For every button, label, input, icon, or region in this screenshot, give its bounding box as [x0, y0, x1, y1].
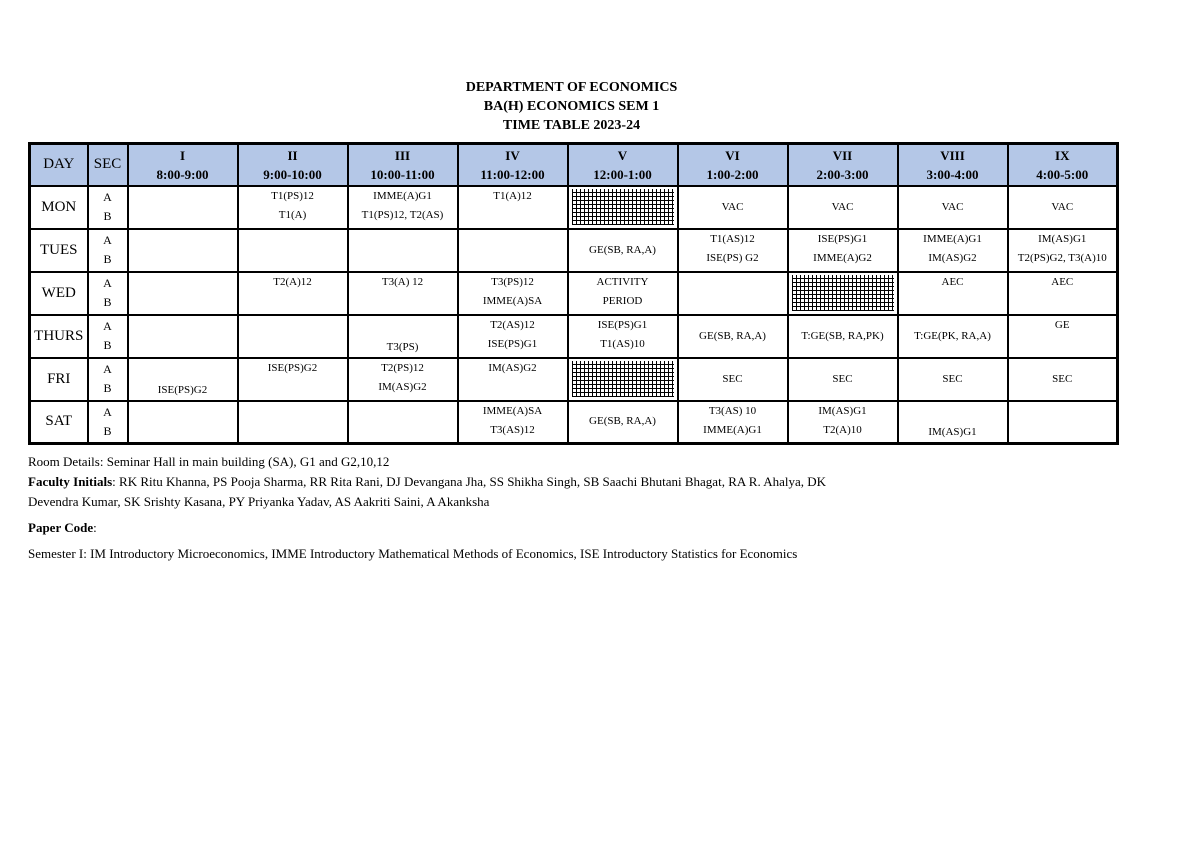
class-slot [1008, 358, 1118, 401]
class-slot [788, 401, 898, 444]
class-entry: IM(AS)G2 [378, 380, 427, 393]
hatched-pattern [792, 275, 894, 311]
class-slot [568, 272, 678, 315]
faculty-label: Faculty Initials [28, 474, 113, 489]
class-slot [1008, 186, 1118, 229]
class-entry: GE(SB, RA,A) [589, 243, 656, 256]
class-slot [898, 229, 1008, 272]
section-a: A [103, 276, 112, 290]
class-entry: PERIOD [602, 294, 643, 307]
class-entry: SEC [722, 372, 743, 385]
period-time: 11:00-12:00 [480, 166, 545, 182]
class-slot [128, 315, 238, 358]
department-title: DEPARTMENT OF ECONOMICS [465, 80, 678, 95]
class-entry: T2(PS)G2, T3(A)10 [1017, 251, 1107, 264]
section-b: B [103, 338, 112, 352]
faculty-list: : RK Ritu Khanna, PS Pooja Sharma, RR Rita Rani, DJ Devangana Jha, SS Shikha Singh, SB Saachi Bhutani Bhagat, RA R. Ahalya, DK [112, 474, 827, 489]
period-number: I [179, 147, 186, 163]
blocked-slot [568, 186, 678, 229]
timetable-title: TIME TABLE 2023-24 [502, 118, 641, 133]
class-entry: SEC [1052, 372, 1073, 385]
class-slot [678, 401, 788, 444]
day-row [30, 401, 1118, 444]
day-row [30, 315, 1118, 358]
class-entry: T:GE(PK, RA,A) [914, 329, 991, 342]
class-entry: ISE(PS)G2 [157, 383, 208, 396]
section-cell [88, 229, 128, 272]
class-entry: IM(AS)G1 [818, 404, 867, 417]
hatched-pattern [572, 361, 674, 397]
class-slot [348, 229, 458, 272]
hatched-pattern [572, 189, 674, 225]
period-header [128, 144, 238, 186]
class-entry: IM(AS)G1 [928, 426, 977, 438]
class-slot [1008, 401, 1118, 444]
period-time: 9:00-10:00 [263, 166, 322, 182]
class-entry: T2(A)10 [823, 423, 862, 436]
class-entry: IMME(A)G1 [703, 423, 762, 436]
period-header [458, 144, 568, 186]
period-header [348, 144, 458, 186]
class-slot [788, 315, 898, 358]
blocked-slot [788, 272, 898, 315]
class-entry: T1(PS)12 [271, 189, 314, 202]
period-time: 12:00-1:00 [593, 166, 652, 182]
section-b: B [103, 381, 112, 395]
section-cell [88, 186, 128, 229]
class-entry: IMME(A)G2 [813, 251, 872, 264]
period-time: 8:00-9:00 [156, 166, 209, 182]
section-a: A [103, 190, 112, 204]
day-cell: WED [30, 272, 88, 315]
day-row [30, 272, 1118, 315]
class-slot [128, 229, 238, 272]
class-entry: T1(AS)12 [710, 232, 755, 245]
class-entry: T2(PS)12 [381, 361, 424, 374]
class-slot [1008, 272, 1118, 315]
class-entry: VAC [721, 200, 744, 213]
class-entry: IMME(A)G1 [923, 232, 982, 245]
class-entry: IM(AS)G1 [1038, 232, 1087, 245]
section-cell [88, 358, 128, 401]
class-entry: IMME(A)SA [482, 294, 543, 307]
class-slot [128, 358, 238, 401]
class-entry: SEC [832, 372, 853, 385]
class-slot [898, 358, 1008, 401]
paper-code: Paper Code: [28, 520, 97, 535]
class-slot [348, 315, 458, 358]
class-slot [898, 315, 1008, 358]
paper-code-label: Paper Code [28, 520, 94, 535]
day-cell: SAT [30, 401, 88, 444]
section-b: B [103, 295, 112, 309]
class-slot [458, 186, 568, 229]
section-cell [88, 401, 128, 444]
header-row [30, 144, 1118, 186]
class-entry: AEC [1051, 275, 1074, 288]
class-slot [568, 229, 678, 272]
class-entry: T2(AS)12 [490, 318, 535, 331]
class-entry: T1(A) [278, 208, 307, 221]
day-row [30, 229, 1118, 272]
class-entry: T2(A)12 [273, 275, 312, 288]
period-number: II [287, 147, 298, 163]
class-entry: T1(A)12 [493, 189, 532, 202]
class-slot [128, 272, 238, 315]
period-header [238, 144, 348, 186]
section-a: A [103, 233, 112, 247]
class-slot [458, 272, 568, 315]
section-b: B [103, 252, 112, 266]
class-entry: VAC [1051, 200, 1074, 213]
section-a: A [103, 404, 112, 419]
class-entry: IMME(A)SA [482, 404, 543, 417]
sec-header: SEC [88, 144, 128, 186]
class-entry: GE(SB, RA,A) [589, 415, 656, 428]
class-slot [458, 315, 568, 358]
class-entry: GE [1054, 318, 1070, 331]
class-slot [238, 358, 348, 401]
period-time: 2:00-3:00 [816, 166, 869, 182]
class-entry: T3(PS)12 [491, 275, 534, 288]
period-number: IX [1055, 147, 1070, 163]
class-slot [348, 272, 458, 315]
faculty-list-continued: Devendra Kumar, SK Srishty Kasana, PY Priyanka Yadav, AS Aakriti Saini, A Akanksha [28, 494, 490, 509]
class-slot [568, 401, 678, 444]
class-entry: ISE(PS)G1 [817, 232, 868, 245]
class-slot [788, 358, 898, 401]
period-number: III [394, 147, 411, 163]
class-slot [678, 272, 788, 315]
class-slot [678, 186, 788, 229]
timetable [28, 142, 1119, 445]
class-entry: ACTIVITY [596, 275, 649, 288]
period-header [678, 144, 788, 186]
class-slot [128, 186, 238, 229]
page-header [0, 78, 1143, 135]
course-title: BA(H) ECONOMICS SEM 1 [483, 99, 660, 114]
class-slot [458, 229, 568, 272]
period-header [788, 144, 898, 186]
class-entry: IMME(A)G1 [373, 189, 432, 202]
class-slot [678, 315, 788, 358]
period-header [568, 144, 678, 186]
class-slot [1008, 229, 1118, 272]
class-entry: T1(AS)10 [600, 337, 645, 350]
class-entry: T3(AS)12 [490, 423, 535, 436]
class-slot [788, 186, 898, 229]
period-number: V [617, 147, 628, 163]
day-row [30, 186, 1118, 229]
class-slot [458, 358, 568, 401]
period-time: 4:00-5:00 [1036, 166, 1089, 182]
class-slot [568, 315, 678, 358]
class-slot [348, 186, 458, 229]
class-slot [678, 358, 788, 401]
period-number: IV [505, 147, 520, 163]
class-entry: IM(AS)G2 [488, 361, 537, 374]
section-cell [88, 272, 128, 315]
period-header [1008, 144, 1118, 186]
room-details: Room Details: Seminar Hall in main building (SA), G1 and G2,10,12 [28, 454, 390, 469]
semester-papers: Semester I: IM Introductory Microeconomics, IMME Introductory Mathematical Methods of Economics, ISE Introductory Statistics for Economics [28, 546, 798, 561]
period-number: VI [725, 147, 740, 163]
class-entry: VAC [831, 200, 854, 213]
period-time: 10:00-11:00 [370, 166, 435, 182]
section-b: B [103, 209, 112, 223]
class-entry: ISE(PS)G1 [487, 337, 538, 350]
class-entry: IM(AS)G2 [928, 251, 977, 264]
period-number: VIII [940, 147, 965, 163]
class-entry: T:GE(SB, RA,PK) [801, 329, 884, 342]
class-slot [1008, 315, 1118, 358]
class-entry: GE(SB, RA,A) [699, 329, 766, 342]
period-time: 3:00-4:00 [926, 166, 979, 182]
class-slot [348, 358, 458, 401]
notes-section [28, 452, 1168, 564]
class-entry: T1(PS)12, T2(AS) [361, 208, 444, 221]
class-slot [348, 401, 458, 444]
class-slot [238, 401, 348, 444]
class-slot [238, 315, 348, 358]
section-a: A [103, 319, 112, 333]
section-a: A [103, 362, 112, 376]
section-b: B [103, 423, 112, 438]
faculty-initials [28, 472, 1168, 492]
class-entry: SEC [942, 372, 963, 385]
class-entry: ISE(PS) G2 [706, 251, 759, 264]
day-cell: TUES [30, 229, 88, 272]
period-time: 1:00-2:00 [706, 166, 759, 182]
day-cell: FRI [30, 358, 88, 401]
class-slot [458, 401, 568, 444]
day-cell: MON [30, 186, 88, 229]
class-slot [788, 229, 898, 272]
period-number: VII [832, 147, 853, 163]
class-slot [898, 186, 1008, 229]
class-entry: AEC [941, 275, 964, 288]
day-cell: THURS [30, 315, 88, 358]
class-slot [898, 401, 1008, 444]
class-entry: T3(AS) 10 [708, 404, 757, 417]
class-slot [238, 272, 348, 315]
class-slot [898, 272, 1008, 315]
class-slot [678, 229, 788, 272]
class-entry: T3(A) 12 [381, 275, 424, 288]
period-header [898, 144, 1008, 186]
day-header: DAY [30, 144, 88, 186]
section-cell [88, 315, 128, 358]
blocked-slot [568, 358, 678, 401]
class-entry: VAC [941, 200, 964, 213]
class-slot [238, 186, 348, 229]
class-entry: ISE(PS)G2 [267, 361, 318, 374]
class-entry: ISE(PS)G1 [597, 318, 648, 331]
class-slot [128, 401, 238, 444]
class-entry: T3(PS) [386, 340, 419, 353]
class-slot [238, 229, 348, 272]
day-row [30, 358, 1118, 401]
